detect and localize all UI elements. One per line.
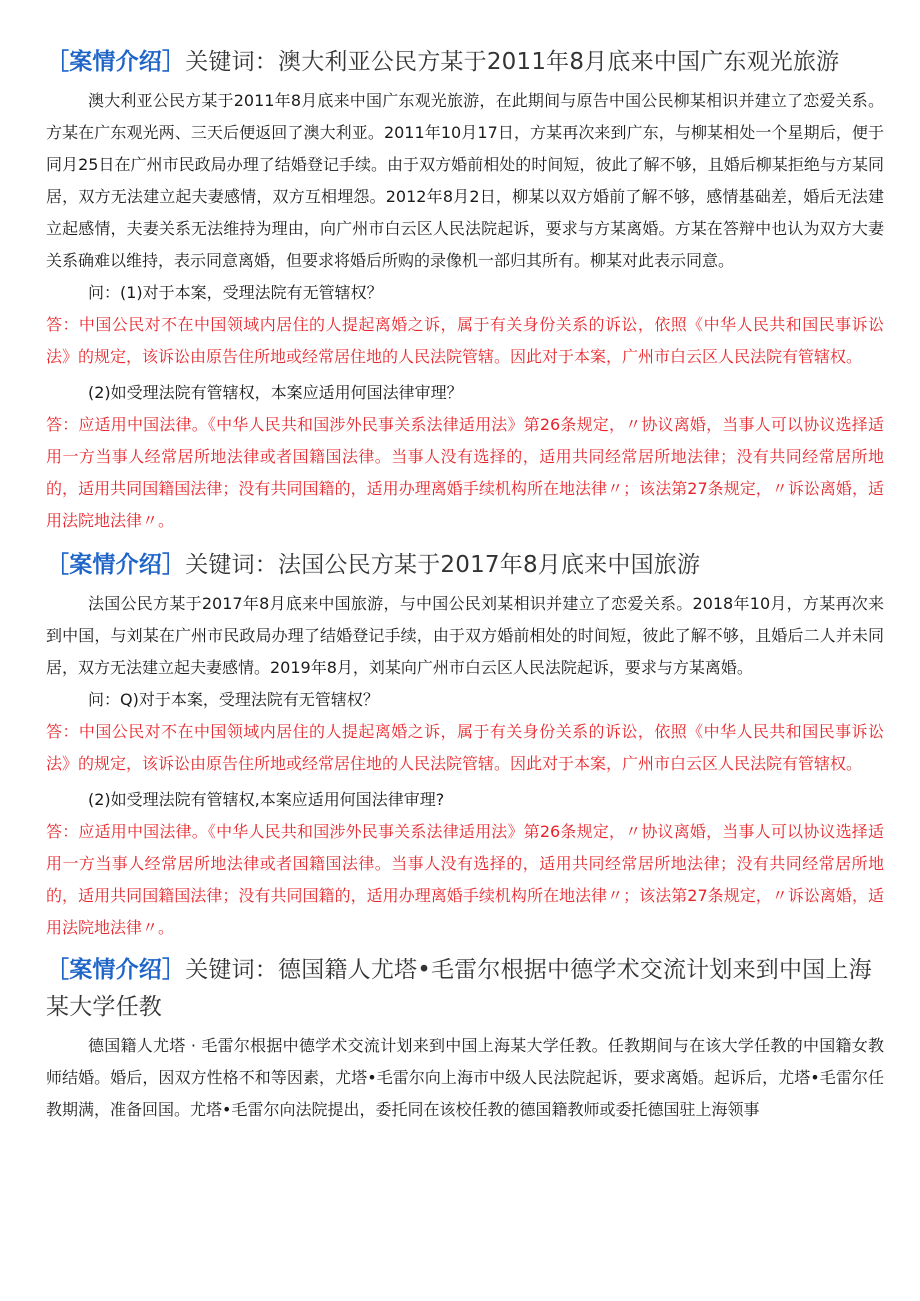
case-paragraph: 法国公民方某于2017年8月底来中国旅游，与中国公民刘某相识并建立了恋爱关系。2018年10月，方某再次来到中国，与刘某在广州市民政局办理了结婚登记手续，由于双方婚前相处的时间短，彼此了解不够，且婚后二人并未同居，双方无法建立起夫妻感情。2019年8月，刘某向广州市白云区人民法院起诉，要求与方某离婚。 <box>46 594 884 677</box>
answer-1: 答：中国公民对不在中国领域内居住的人提起离婚之诉，属于有关身份关系的诉讼，依照《中华人民共和国民事诉讼法》的规定，该诉讼由原告住所地或经常居住地的人民法院管辖。因此对于本案，广州市白云区人民法院有管辖权。 <box>46 722 884 773</box>
case-intro-tag: ［案情介绍］ <box>46 49 186 75</box>
keyword-text: 德国籍人尤塔•毛雷尔根据中德学术交流计划来到中国上海某大学任教 <box>46 957 872 1020</box>
case-paragraph: 德国籍人尤塔 · 毛雷尔根据中德学术交流计划来到中国上海某大学任教。任教期间与在该大学任教的中国籍女教师结婚。婚后，因双方性格不和等因素，尤塔•毛雷尔向上海市中级人民法院起诉，要求离婚。起诉后，尤塔•毛雷尔任教期满，准备回国。尤塔•毛雷尔向法院提出，委托同在该校任教的德国籍教师或委托德国驻上海领事 <box>46 1036 884 1119</box>
case-intro-tag: ［案情介绍］ <box>46 552 186 578</box>
keyword-text: 法国公民方某于2017年8月底来中国旅游 <box>278 552 701 578</box>
question-1: 问：Q)对于本案，受理法院有无管辖权？ <box>88 690 379 709</box>
case-heading <box>46 44 884 81</box>
answer-2: 答：应适用中国法律。《中华人民共和国涉外民事关系法律适用法》第26条规定，〃协议离婚，当事人可以协议选择适用一方当事人经常居所地法律或者国籍国法律。当事人没有选择的，适用共同经常居所地法律；没有共同经常居所地的，适用共同国籍国法律；没有共同国籍的，适用办理离婚手续机构所在地法律〃；该法第27条规定，〃诉讼离婚，适用法院地法律〃。 <box>46 822 884 937</box>
keyword-text: 澳大利亚公民方某于2011年8月底来中国广东观光旅游 <box>278 49 840 75</box>
case-heading <box>46 952 884 1026</box>
case-heading <box>46 547 884 584</box>
case-intro-tag: ［案情介绍］ <box>46 957 186 983</box>
question-1: 问：(1)对于本案，受理法院有无管辖权？ <box>88 283 383 302</box>
case-section-1 <box>46 44 884 537</box>
answer-1: 答：中国公民对不在中国领域内居住的人提起离婚之诉，属于有关身份关系的诉讼，依照《中华人民共和国民事诉讼法》的规定，该诉讼由原告住所地或经常居住地的人民法院管辖。因此对于本案，广州市白云区人民法院有管辖权。 <box>46 315 884 366</box>
case-section-3 <box>46 952 884 1126</box>
question-2: (2)如受理法院有管辖权,本案应适用何国法律审理? <box>88 790 445 809</box>
question-2: (2)如受理法院有管辖权，本案应适用何国法律审理？ <box>88 383 463 402</box>
answer-2: 答：应适用中国法律。《中华人民共和国涉外民事关系法律适用法》第26条规定，〃协议离婚，当事人可以协议选择适用一方当事人经常居所地法律或者国籍国法律。当事人没有选择的，适用共同经常居所地法律；没有共同经常居所地的，适用共同国籍国法律；没有共同国籍的，适用办理离婚手续机构所在地法律〃；该法第27条规定，〃诉讼离婚，适用法院地法律〃。 <box>46 415 884 530</box>
keyword-label: 关键词： <box>185 957 279 983</box>
case-section-2 <box>46 547 884 944</box>
keyword-label: 关键词： <box>185 552 279 578</box>
case-paragraph: 澳大利亚公民方某于2011年8月底来中国广东观光旅游，在此期间与原告中国公民柳某相识并建立了恋爱关系。方某在广东观光两、三天后便返回了澳大利亚。2011年10月17日，方某再次来到广东，与柳某相处一个星期后，便于同月25日在广州市民政局办理了结婚登记手续。由于双方婚前相处的时间短，彼此了解不够，且婚后柳某拒绝与方某同居，双方无法建立起夫妻感情，双方互相埋怨。2012年8月2日，柳某以双方婚前了解不够，感情基础差，婚后无法建立起感情，夫妻关系无法维持为理由，向广州市白云区人民法院起诉，要求与方某离婚。方某在答辩中也认为双方大妻关系确难以维持，表示同意离婚，但要求将婚后所购的录像机一部归其所有。柳某对此表示同意。 <box>46 91 884 270</box>
keyword-label: 关键词： <box>185 49 279 75</box>
